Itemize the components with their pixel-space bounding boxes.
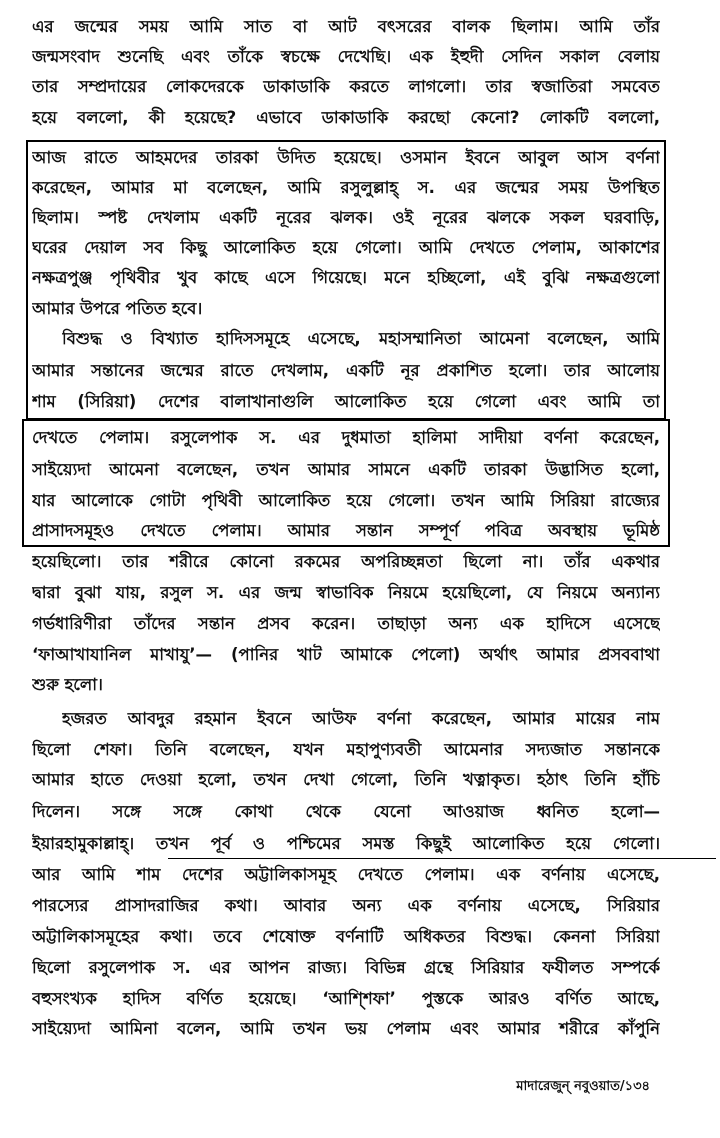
page-footer: মাদারেজুন্ নবুওয়াত/১৩৪ xyxy=(516,1079,650,1094)
text-line: ‘ফাআখাযানিল মাখাযু’— (পানির খাট আমাকে পেলো) অর্থাৎ আমার প্রসববাথা xyxy=(32,645,660,664)
text-line: দ্বারা বুঝা যায়, রসুল স. এর জন্ম স্বাভাবিক নিয়মে হয়েছিলো, যে নিয়মে অন্যান্য xyxy=(32,583,660,602)
text-line: পারস্যের প্রাসাদরাজির কথা। আবার অন্য এক বর্ণনায় এসেছে, সিরিয়ার xyxy=(32,896,660,915)
text-line: বিশুদ্ধ ও বিখ্যাত হাদিসসমূহে এসেছে, মহাসম্মানিতা আমেনা বলেছেন, আমি xyxy=(62,329,660,348)
text-line: তার সম্প্রদায়ের লোকদেরকে ডাকাডাকি করতে লাগলো। তার স্বজাতিরা সমবেত xyxy=(32,77,660,96)
text-line: সাইয়্যেদা আমেনা বলেছেন, তখন আমার সামনে একটি তারকা উদ্ভাসিত হলো, xyxy=(32,460,660,479)
text-line: নক্ষত্রপুঞ্জ পৃথিবীর খুব কাছে এসে গিয়েছে। মনে হচ্ছিলো, এই বুঝি নক্ষত্রগুলো xyxy=(32,268,660,287)
text-line: হয়েছিলো। তার শরীরে কোনো রকমের অপরিচ্ছন্নতা ছিলো না। তাঁর একথার xyxy=(32,552,660,571)
text-line: দেখতে পেলাম। রসুলেপাক স. এর দুধমাতা হালিমা সাদীয়া বর্ণনা করেছেন, xyxy=(32,428,660,447)
text-line: সাইয়্যেদা আমিনা বলেন, আমি তখন ভয় পেলাম এবং আমার শরীরে কাঁপুনি xyxy=(32,1019,660,1038)
text-line: আমার হাতে দেওয়া হলো, তখন দেখা গেলো, তিনি খত্নাকৃত। হঠাৎ তিনি হাঁচি xyxy=(32,770,660,789)
text-line: ছিলাম। স্পষ্ট দেখলাম একটি নূরের ঝলক। ওই নূরের ঝলকে সকল ঘরবাড়ি, xyxy=(32,208,660,227)
text-line: শুরু হলো। xyxy=(32,675,103,694)
text-line: শাম (সিরিয়া) দেশের বালাখানাগুলি আলোকিত হয়ে গেলো এবং আমি তা xyxy=(32,392,660,411)
text-line: আমার সন্তানের জন্মের রাতে দেখলাম, একটি নূর প্রকাশিত হলো। তার আলোয় xyxy=(32,361,660,380)
text-line: অট্টালিকাসমূহের কথা। তবে শেষোক্ত বর্ণনাটি অধিকতর বিশুদ্ধ। কেননা সিরিয়া xyxy=(32,927,660,946)
text-line: গর্ভধারিণীরা তাঁদের সন্তান প্রসব করেন। তাছাড়া অন্য এক হাদিসে এসেছে xyxy=(32,614,660,633)
text-line: করেছেন, আমার মা বলেছেন, আমি রসুলুল্লাহ্ স. এর জন্মের সময় উপস্থিত xyxy=(32,178,660,197)
text-line: জন্মসংবাদ শুনেছি এবং তাঁকে স্বচক্ষে দেখেছি। এক ইহুদী সেদিন সকাল বেলায় xyxy=(32,47,660,66)
text-line: যার আলোকে গোটা পৃথিবী আলোকিত হয়ে গেলো। তখন আমি সিরিয়া রাজ্যের xyxy=(32,491,660,510)
text-line: দিলেন। সঙ্গে সঙ্গে কোথা থেকে যেনো আওয়াজ ধ্বনিত হলো— xyxy=(32,802,660,821)
text-line: ছিলো রসুলেপাক স. এর আপন রাজ্য। বিভিন্ন গ্রন্থে সিরিয়ার ফযীলত সম্পর্কে xyxy=(32,958,660,977)
text-line: এর জন্মের সময় আমি সাত বা আট বৎসরের বালক ছিলাম। আমি তাঁর xyxy=(32,17,660,36)
text-line: ছিলো শেফা। তিনি বলেছেন, যখন মহাপুণ্যবতী আমেনার সদ্যজাত সন্তানকে xyxy=(32,740,660,759)
text-line: আমার উপরে পতিত হবে। xyxy=(32,299,203,318)
text-line: ইয়ারহামুকাল্লাহ্। তখন পূর্ব ও পশ্চিমের সমস্ত কিছুই আলোকিত হয়ে গেলো। xyxy=(32,834,660,853)
text-line: আর আমি শাম দেশের অট্টালিকাসমূহ দেখতে পেলাম। এক বর্ণনায় এসেছে, xyxy=(32,865,660,884)
text-line: আজ রাতে আহমদের তারকা উদিত হয়েছে। ওসমান ইবনে আবুল আস বর্ণনা xyxy=(32,148,660,167)
text-line: হজরত আবদুর রহমান ইবনে আউফ বর্ণনা করেছেন, আমার মায়ের নাম xyxy=(62,709,660,728)
text-line: প্রাসাদসমূহও দেখতে পেলাম। আমার সন্তান সম্পূর্ণ পবিত্র অবস্থায় ভূমিষ্ঠ xyxy=(32,521,660,540)
text-line: বহুসংখ্যক হাদিস বর্ণিত হয়েছে। ‘আশ্শিফা’ পুস্তকে আরও বর্ণিত আছে, xyxy=(32,989,660,1008)
text-line: ঘরের দেয়াল সব কিছু আলোকিত হয়ে গেলো। আমি দেখতে পেলাম, আকাশের xyxy=(32,238,660,257)
text-line: হয়ে বললো, কী হয়েছে? এভাবে ডাকাডাকি করছো কেনো? লোকটি বললো, xyxy=(32,108,660,127)
